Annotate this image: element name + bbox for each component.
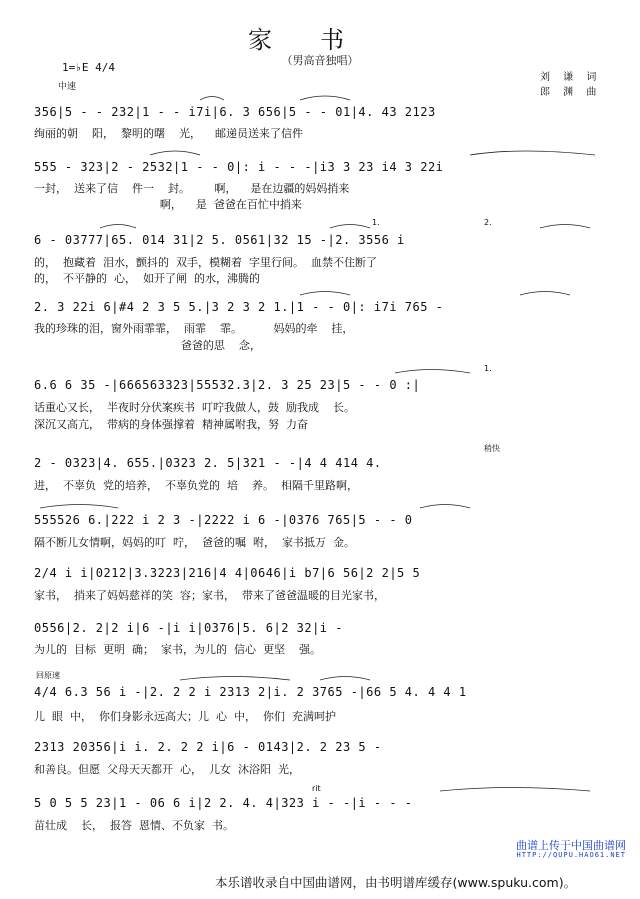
notes-row: 2. 3 22i 6|#4 2 3 5 5.|3 2 3 2 1.|1 - - 0|: i7i 765 - xyxy=(34,300,444,314)
lyric-line: 的， 抱藏着 泪水，颤抖的 双手，模糊着 字里行间。 血禁不住断了 xyxy=(34,256,377,269)
key-signature: 1=♭E 4/4 xyxy=(62,61,115,74)
song-title: 家书 xyxy=(248,26,392,54)
notes-row: 2313 20356|i i. 2. 2 2 i|6 - 0143|2. 2 23 5 - xyxy=(34,740,382,754)
ritardando-mark: rit xyxy=(312,784,321,793)
lyric-line: 为儿的 目标 更明 确； 家书，为儿的 信心 更坚 强。 xyxy=(34,643,321,656)
site-url[interactable]: HTTP://QUPU.HAO61.NET xyxy=(516,851,626,859)
lyric-line: 爸爸的思 念， xyxy=(34,339,261,352)
volta-first-ending: 1. xyxy=(484,364,492,373)
notes-row: 4/4 6.3 56 i -|2. 2 2 i 2313 2|i. 2 3765 -|66 5 4. 4 4 1 xyxy=(34,685,467,699)
lyric-line: 隔不断儿女情啊，妈妈的叮 咛， 爸爸的嘱 咐， 家书抵万 金。 xyxy=(34,536,355,549)
lyric-line: 的， 不平静的 心， 如开了闸 的水，沸腾的 xyxy=(34,272,260,285)
lyric-line: 苗壮成 长， 报答 恩情、不负家 书。 xyxy=(34,819,234,832)
volta-second-ending: 2. xyxy=(484,218,492,227)
notes-row: 2/4 i i|0212|3.3223|216|4 4|0646|i b7|6 56|2 2|5 5 xyxy=(34,566,421,580)
notes-row: 356|5 - - 232|1 - - i7i|6. 3 656|5 - - 01|4. 43 2123 xyxy=(34,105,436,119)
lyricist-credit: 刘 谦 词 xyxy=(540,72,602,83)
lyric-line: 我的珍珠的泪，窗外雨霏霏， 雨霏 霏。 妈妈的牵 挂， xyxy=(34,322,354,335)
lyric-line: 深沉又高亢， 带病的身体强撑着 精神属咐我，努 力奋 xyxy=(34,418,308,431)
notes-row: 555526 6.|222 i 2 3 -|2222 i 6 -|0376 765|5 - - 0 xyxy=(34,513,413,527)
lyric-line: 进， 不辜负 党的培养， 不辜负党的 培 养。 相隔千里路啊， xyxy=(34,479,358,492)
source-note: 本乐谱收录自中国曲谱网，由书明谱库缓存(www.spuku.com)。 xyxy=(215,875,577,890)
lyric-line: 和善良。但愿 父母天天都开 心， 儿女 沐浴阳 光， xyxy=(34,763,300,776)
notes-row: 2 - 0323|4. 655.|0323 2. 5|321 - -|4 4 414 4. xyxy=(34,456,382,470)
tempo-marking: 中速 xyxy=(58,82,77,92)
tempo-change-back: 回原速 xyxy=(36,671,60,680)
notes-row: 5 0 5 5 23|1 - 06 6 i|2 2. 4. 4|323 i - -|i - - - xyxy=(34,796,413,810)
tempo-change-faster: 稍快 xyxy=(484,444,500,453)
lyric-line: 话重心又长， 半夜时分伏案疾书 叮咛我做人，鼓 励我成 长。 xyxy=(34,401,355,414)
lyric-line: 儿 眼 中， 你们身影永远高大；儿 心 中， 你们 充满呵护 xyxy=(34,710,336,723)
notes-row: 555 - 323|2 - 2532|1 - - 0|: i - - -|i3 3 23 i4 3 22i xyxy=(34,160,444,174)
composer-credit: 郎 渊 曲 xyxy=(540,87,602,98)
lyric-line: 啊， 是 爸爸在百忙中捎来 xyxy=(34,198,302,211)
song-subtitle: （男高音独唱） xyxy=(281,54,359,67)
volta-first-ending: 1. xyxy=(372,218,380,227)
lyric-line: 绚丽的朝 阳， 黎明的曙 光， 邮递员送来了信件 xyxy=(34,127,303,140)
site-credit: 曲谱上传于中国曲谱网 xyxy=(516,839,626,852)
lyric-line: 家书， 捎来了妈妈慈祥的笑 容；家书， 带来了爸爸温暖的目光家书， xyxy=(34,589,385,602)
notes-row: 6 - 03777|65. 014 31|2 5. 0561|32 15 -|2. 3556 i xyxy=(34,233,405,247)
notes-row: 0556|2. 2|2 i|6 -|i i|0376|5. 6|2 32|i - xyxy=(34,621,343,635)
lyric-line: 一封， 送来了信 件一 封。 啊， 是在边疆的妈妈捎来 xyxy=(34,182,350,195)
notes-row: 6.6 6 35 -|666563323|55532.3|2. 3 25 23|5 - - 0 :| xyxy=(34,378,421,392)
